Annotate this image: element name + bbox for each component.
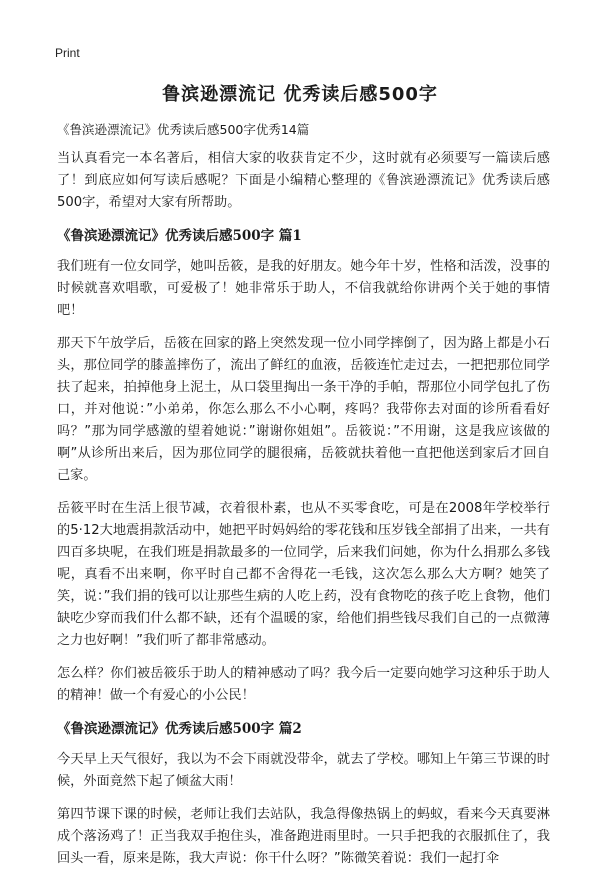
body-paragraph: 岳筱平时在生活上很节减，衣着很朴素，也从不买零食吃，可是在2008年学校举行的5·12大地震捐款活动中，她把平时妈妈给的零花钱和压岁钱全部捐了出来，一共有四百多块呢，在我们班是捐款最多的一位同学，后来我们问她，你为什么捐那么多钱呢，真看不出来啊，你平时自己都不舍得花一毛钱，这次怎么那么大方啊？她笑了笑，说：”我们捐的钱可以让那些生病的人吃上药，没有食物吃的孩子吃上食物，他们缺吃少穿而我们什么都不缺，还有个温暖的家，给他们捐些钱尽我们自己的一点微薄之力也好啊！”我们听了都非常感动。 [57, 501, 550, 648]
section-heading: 《鲁滨逊漂流记》优秀读后感500字 篇2 [57, 721, 302, 737]
body-paragraph: 第四节课下课的时候，老师让我们去站队，我急得像热锅上的蚂蚁，看来今天真要淋成个落汤鸡了！正当我双手抱住头，准备跑进雨里时。一只手把我的衣服抓住了，我回头一看，原来是陈，我大声说：你干什么呀？”陈微笑着说：我们一起打伞 [57, 807, 550, 866]
body-paragraph: 那天下午放学后，岳筱在回家的路上突然发现一位小同学摔倒了，因为路上都是小石头，那位同学的膝盖摔伤了，流出了鲜红的血液，岳筱连忙走过去，一把把那位同学扶了起来，拍掉他身上泥土，从口袋里掏出一条干净的手帕，帮那位小同学包扎了伤口，并对他说：”小弟弟，你怎么那么不小心啊，疼吗？我带你去对面的诊所看看好吗？”那为同学感激的望着她说：”谢谢你姐姐”。岳筱说：”不用谢，这是我应该做的啊”从诊所出来后，因为那位同学的腿很痛，岳筱就扶着他一直把他送到家后才回自己家。 [57, 336, 550, 483]
page-title: 鲁滨逊漂流记 优秀读后感500字 [162, 84, 438, 105]
body-paragraph: 怎么样？你们被岳筱乐于助人的精神感动了吗？我今后一定要向她学习这种乐于助人的精神！做一个有爱心的小公民！ [57, 666, 550, 703]
print-link[interactable]: Print [55, 46, 80, 60]
body-paragraph: 今天早上天气很好，我以为不会下雨就没带伞，就去了学校。哪知上午第三节课的时候，外面竟然下起了倾盆大雨！ [57, 752, 550, 789]
intro-paragraph: 当认真看完一本名著后，相信大家的收获肯定不少，这时就有必须要写一篇读后感了！到底应如何写读后感呢？下面是小编精心整理的《鲁滨逊漂流记》优秀读后感500字，希望对大家有所帮助。 [57, 151, 550, 210]
document-subtitle: 《鲁滨逊漂流记》优秀读后感500字优秀14篇 [57, 122, 310, 137]
body-paragraph: 我们班有一位女同学，她叫岳筱，是我的好朋友。她今年十岁，性格和活泼，没事的时候就喜欢唱歌，可爱极了！她非常乐于助人，不信我就给你讲两个关于她的事情吧！ [57, 259, 550, 318]
section-heading: 《鲁滨逊漂流记》优秀读后感500字 篇1 [57, 228, 302, 244]
article-body [57, 148, 550, 881]
